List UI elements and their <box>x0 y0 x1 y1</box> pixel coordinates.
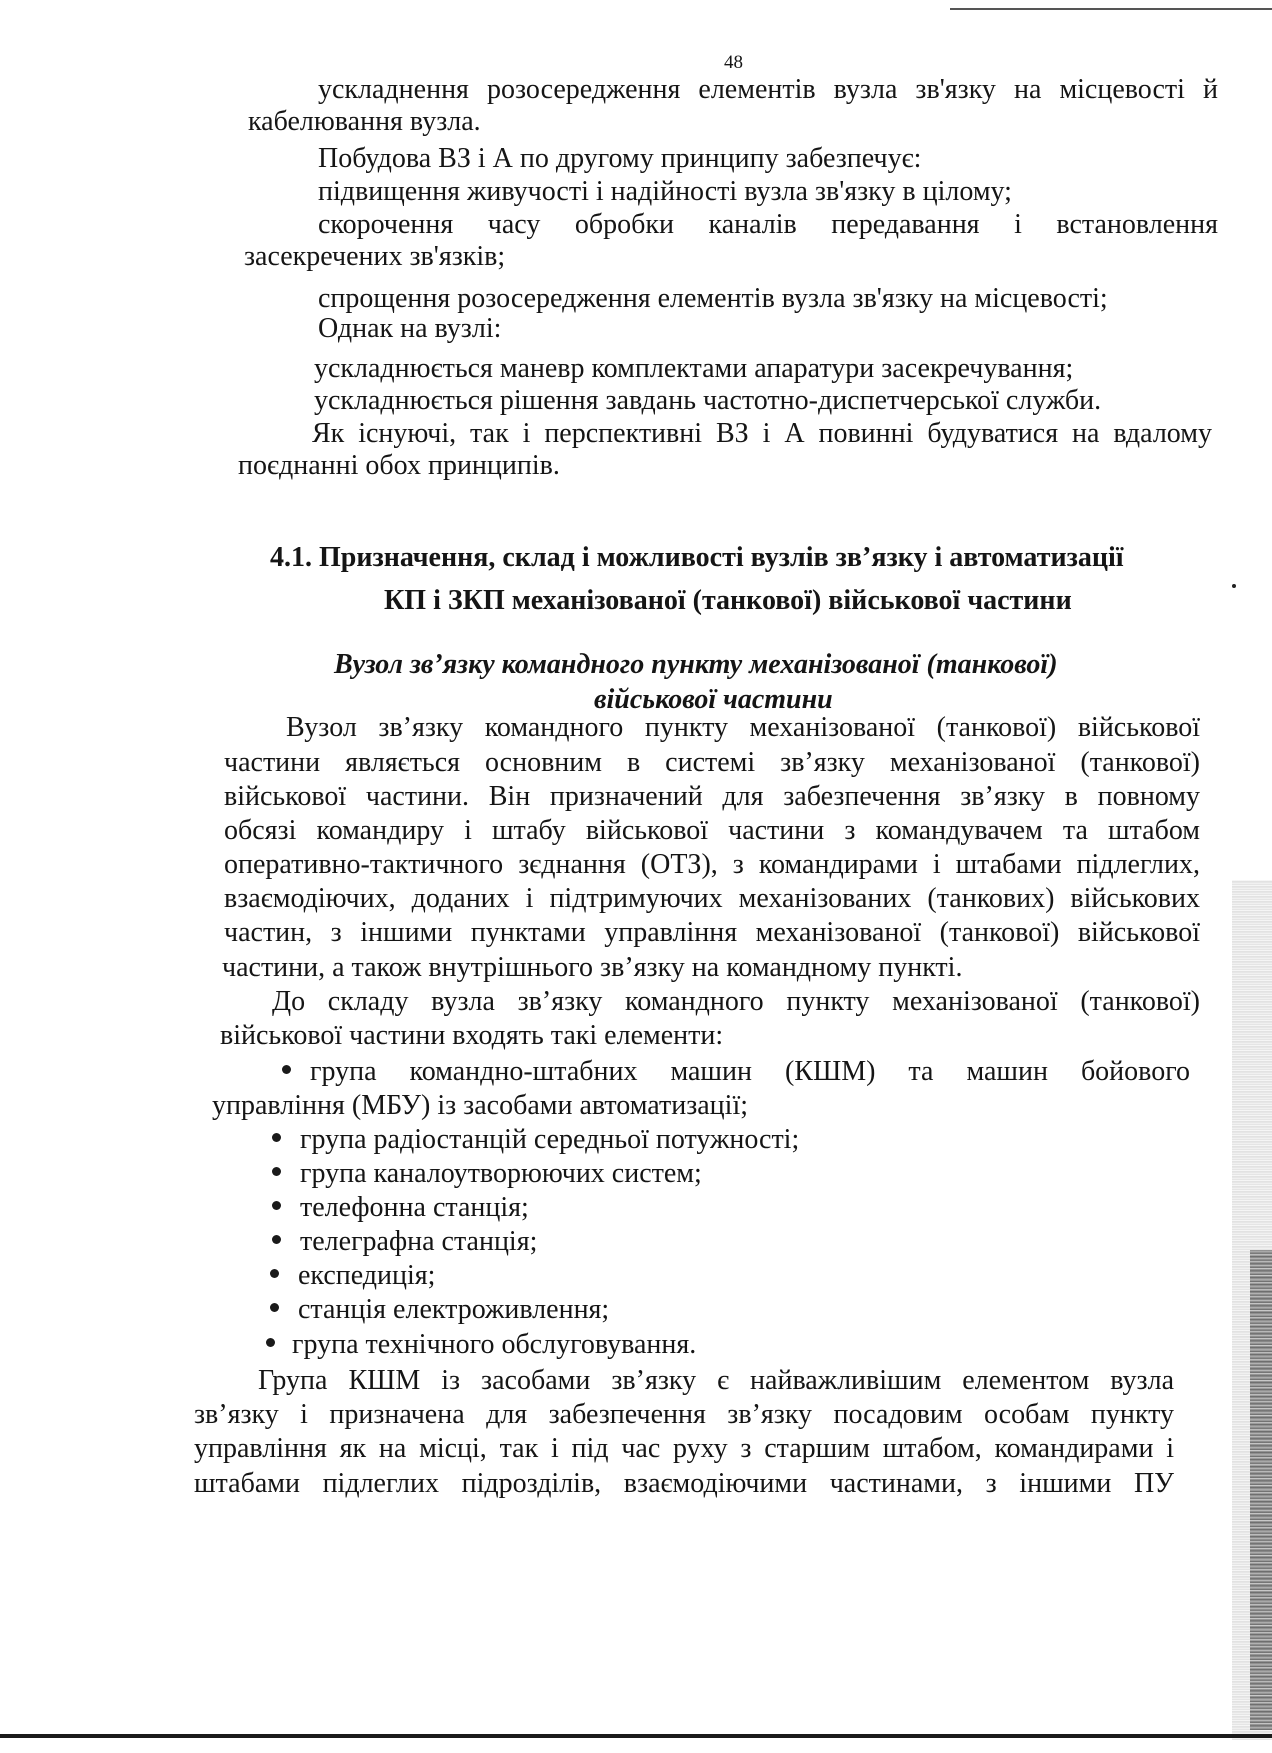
text-line: оперативно-тактичного зєднання (ОТЗ), з командирами і штабами підлеглих, <box>224 849 1200 880</box>
text-line: ускладнюється маневр комплектами апаратури засекречування; <box>314 353 1074 384</box>
list-item: станція електроживлення; <box>298 1294 610 1325</box>
bullet-icon <box>270 1303 279 1312</box>
text-line: спрощення розосередження елементів вузла зв'язку на місцевості; <box>318 283 1108 314</box>
text-line: частин, з іншими пунктами управління механізованої (танкової) військової <box>224 917 1200 948</box>
bullet-icon <box>270 1269 279 1278</box>
list-item: група радіостанцій середньої потужності; <box>300 1124 800 1155</box>
list-item: телеграфна станція; <box>300 1226 538 1257</box>
bullet-icon <box>266 1338 275 1347</box>
bullet-icon <box>272 1167 281 1176</box>
text-line: військової частини входять такі елементи: <box>220 1020 724 1051</box>
text-line: військової частини. Він призначений для забезпечення зв’язку в повному <box>224 781 1200 812</box>
bullet-icon <box>272 1201 281 1210</box>
list-item: група командно-штабних машин (КШМ) та машин бойового <box>310 1056 1190 1087</box>
text-line: частини являється основним в системі зв’язку механізованої (танкової) <box>224 747 1200 778</box>
bullet-icon <box>272 1235 281 1244</box>
subsection-heading: військової частини <box>594 684 833 715</box>
text-line: Однак на вузлі: <box>318 313 502 344</box>
text-line: Як існуючі, так і перспективні ВЗ і А повинні будуватися на вдалому <box>312 418 1212 449</box>
bullet-icon <box>272 1133 281 1142</box>
scan-speck <box>1232 584 1236 588</box>
text-line: поєднанні обох принципів. <box>238 450 560 481</box>
text-line: кабелювання вузла. <box>248 106 481 137</box>
text-line: обсязі командиру і штабу військової частини з командувачем та штабом <box>224 815 1200 846</box>
page-number: 48 <box>724 52 743 73</box>
text-line: засекречених зв'язків; <box>244 241 506 272</box>
subsection-heading: Вузол зв’язку командного пункту механізованої (танкової) <box>334 649 1058 680</box>
section-heading: 4.1. Призначення, склад і можливості вузлів зв’язку і автоматизації <box>270 542 1124 573</box>
text-line: підвищення живучості і надійності вузла зв'язку в цілому; <box>318 176 1012 207</box>
text-line: управління як на місці, так і під час руху з старшим штабом, командирами і <box>194 1433 1174 1464</box>
text-line: штабами підлеглих підрозділів, взаємодіючими частинами, з іншими ПУ <box>194 1468 1174 1499</box>
text-line: частини, а також внутрішнього зв’язку на командному пункті. <box>222 952 963 983</box>
list-item: група технічного обслуговування. <box>292 1329 697 1360</box>
list-item: експедиція; <box>298 1260 436 1291</box>
text-line: ускладнення розосередження елементів вузла зв'язку на місцевості й <box>318 74 1218 105</box>
text-line: До складу вузла зв’язку командного пункту механізованої (танкової) <box>272 986 1200 1017</box>
text-line: скорочення часу обробки каналів передавання і встановлення <box>318 209 1218 240</box>
bottom-edge-rule <box>0 1734 1272 1738</box>
list-item: телефонна станція; <box>300 1192 529 1223</box>
text-line: ускладнюється рішення завдань частотно-диспетчерської служби. <box>314 385 1102 416</box>
bullet-icon <box>282 1065 291 1074</box>
top-edge-rule <box>950 8 1272 10</box>
text-line: взаємодіючих, доданих і підтримуючих механізованих (танкових) військових <box>224 883 1200 914</box>
list-item: управління (МБУ) із засобами автоматизації; <box>212 1090 749 1121</box>
text-line: Побудова ВЗ і А по другому принципу забезпечує: <box>318 143 922 174</box>
text-line: Група КШМ із засобами зв’язку є найважливішим елементом вузла <box>258 1365 1174 1396</box>
text-line: Вузол зв’язку командного пункту механізованої (танкової) військової <box>286 712 1200 743</box>
section-heading: КП і ЗКП механізованої (танкової) військової частини <box>384 585 1072 616</box>
scan-edge-shadow <box>1250 1250 1272 1730</box>
text-line: зв’язку і призначена для забезпечення зв’язку посадовим особам пункту <box>194 1399 1174 1430</box>
list-item: група каналоутворюючих систем; <box>300 1158 702 1189</box>
